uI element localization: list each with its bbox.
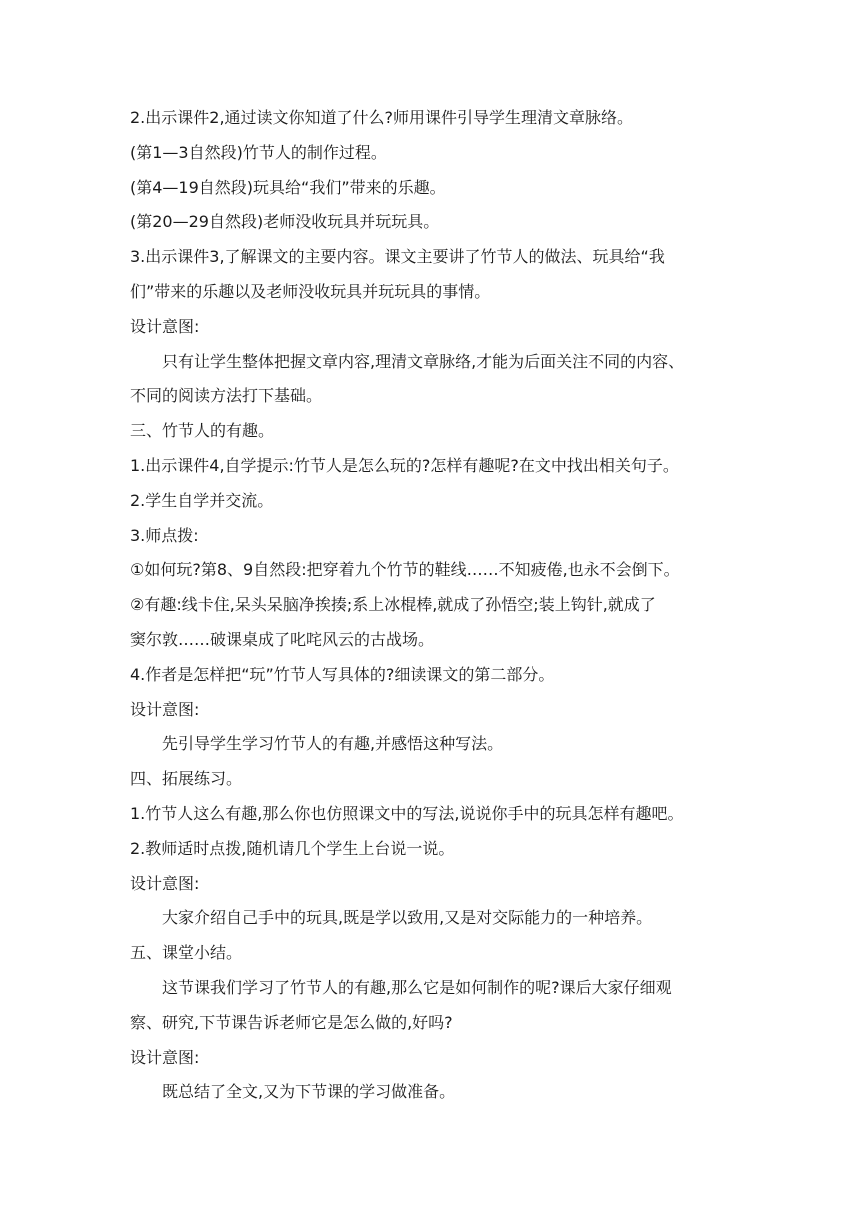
text-line: 2.学生自学并交流。 — [130, 490, 274, 510]
design-intent-label: 设计意图: — [130, 873, 200, 893]
text-line: 察、研究,下节课告诉老师它是怎么做的,好吗? — [130, 1012, 453, 1032]
text-line: 1.竹节人这么有趣,那么你也仿照课文中的写法,说说你手中的玩具怎样有趣吧。 — [130, 803, 684, 823]
text-line: 2.出示课件2,通过读文你知道了什么?师用课件引导学生理清文章脉络。 — [130, 108, 634, 127]
design-intent-label: 设计意图: — [130, 1047, 200, 1067]
text-line: 3.出示课件3,了解课文的主要内容。课文主要讲了竹节人的做法、玩具给“我 — [130, 247, 665, 267]
text-line: 1.出示课件4,自学提示:竹节人是怎么玩的?怎样有趣呢?在文中找出相关句子。 — [130, 455, 679, 475]
text-line: 窦尔敦……破课桌成了叱咤风云的古战场。 — [130, 629, 435, 649]
section-heading: 三、竹节人的有趣。 — [130, 421, 275, 441]
section-heading: 五、课堂小结。 — [130, 943, 243, 963]
design-intent-text: 先引导学生学习竹节人的有趣,并感悟这种写法。 — [162, 734, 504, 754]
section-heading: 四、拓展练习。 — [130, 769, 243, 789]
design-intent-text: 既总结了全文,又为下节课的学习做准备。 — [162, 1082, 456, 1102]
document-page — [130, 108, 730, 1117]
text-line: 2.教师适时点拨,随机请几个学生上台说一说。 — [130, 838, 455, 858]
design-intent-label: 设计意图: — [130, 699, 200, 719]
text-line: ①如何玩?第8、9自然段:把穿着九个竹节的鞋线……不知疲倦,也永不会倒下。 — [130, 560, 680, 580]
text-line: 们”带来的乐趣以及老师没收玩具并玩玩具的事情。 — [130, 281, 491, 301]
text-line: ②有趣:线卡住,呆头呆脑净挨揍;系上冰棍棒,就成了孙悟空;装上钩针,就成了 — [130, 595, 656, 615]
design-intent-text: 大家介绍自己手中的玩具,既是学以致用,又是对交际能力的一种培养。 — [162, 908, 653, 928]
design-intent-text: 只有让学生整体把握文章内容,理清文章脉络,才能为后面关注不同的内容、 — [162, 351, 685, 371]
text-line: 4.作者是怎样把“玩”竹节人写具体的?细读课文的第二部分。 — [130, 664, 555, 684]
text-line: 不同的阅读方法打下基础。 — [130, 386, 323, 406]
text-line: 3.师点拨: — [130, 525, 199, 545]
text-line: 这节课我们学习了竹节人的有趣,那么它是如何制作的呢?课后大家仔细观 — [162, 977, 672, 997]
text-line: (第4—19自然段)玩具给“我们”带来的乐趣。 — [130, 177, 446, 197]
design-intent-label: 设计意图: — [130, 316, 200, 336]
text-line: (第20—29自然段)老师没收玩具并玩玩具。 — [130, 212, 440, 232]
text-line: (第1—3自然段)竹节人的制作过程。 — [130, 142, 387, 162]
